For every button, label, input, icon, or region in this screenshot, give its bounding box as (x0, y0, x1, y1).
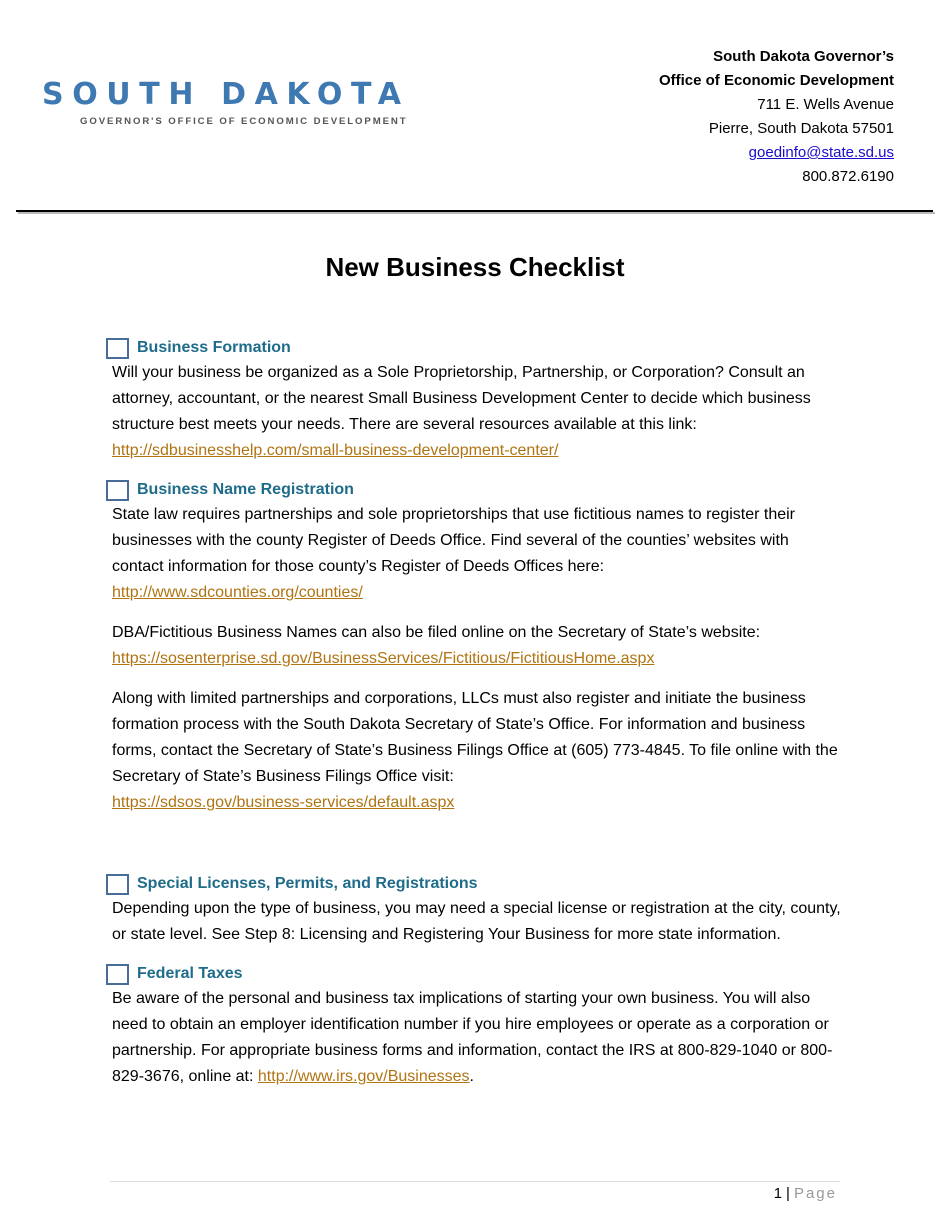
sbdc-link[interactable]: http://sdbusinesshelp.com/small-business-development-center/ (112, 442, 559, 459)
checkbox[interactable] (106, 964, 129, 985)
checkbox[interactable] (106, 480, 129, 501)
page-footer (774, 1185, 837, 1202)
goed-logo (42, 78, 462, 127)
sdcounties-link[interactable]: http://www.sdcounties.org/counties/ (112, 584, 363, 601)
address-city: Pierre, South Dakota 57501 (708, 120, 894, 137)
section-heading: Federal Taxes (137, 965, 243, 982)
section-body (112, 502, 842, 606)
section-body (112, 620, 842, 672)
section-body (112, 896, 842, 948)
body-text: Will your business be organized as a Sole Proprietorship, Partnership, or Corporation? Consult an attorney, accountant, or the nearest Small Business Development Center to decide which business structure best meets your needs. There are several resources available at this link: (112, 364, 811, 433)
body-text: Be aware of the personal and business tax implications of starting your own business. You will also need to obtain an employer identification number if you hire employees or operate as a corporation or partnership. For appropriate business forms and information, contact the IRS at 800-829-1040 or 800-829-3676, online at: (112, 990, 833, 1085)
checklist-item-business-name-registration (112, 478, 842, 816)
address-phone: 800.872.6190 (802, 168, 894, 185)
section-body (112, 360, 842, 464)
body-text: DBA/Fictitious Business Names can also be filed online on the Secretary of State’s website: (112, 624, 761, 641)
checklist-item-business-formation (112, 336, 842, 464)
fictitious-names-link[interactable]: https://sosenterprise.sd.gov/BusinessServices/Fictitious/FictitiousHome.aspx (112, 650, 655, 667)
logo-subtitle: GOVERNOR'S OFFICE OF ECONOMIC DEVELOPMENT (80, 116, 408, 127)
irs-link[interactable]: http://www.irs.gov/Businesses (257, 1068, 470, 1085)
section-body (112, 986, 842, 1090)
email-link[interactable]: goedinfo@state.sd.us (748, 144, 894, 161)
checkbox[interactable] (106, 338, 129, 359)
body-text: State law requires partnerships and sole proprietorships that use fictitious names to register their businesses with the county Register of Deeds Office. Find several of the counties’ websites with contact information for those county’s Register of Deeds Offices here: (112, 506, 796, 575)
body-text: Depending upon the type of business, you may need a special license or registration at the city, county, or state level. See Step 8: Licensing and Registering Your Business for more state information. (112, 900, 841, 943)
sdsos-link[interactable]: https://sdsos.gov/business-services/default.aspx (112, 794, 455, 811)
body-text: Along with limited partnerships and corporations, LLCs must also register and initiate the business formation process with the South Dakota Secretary of State’s Office. For information and business forms, contact the Secretary of State’s Business Filings Office at (605) 773-4845. To file online with the Secretary of State’s Business Filings Office visit: (112, 690, 838, 785)
header-divider-shadow (18, 212, 935, 214)
section-body (112, 686, 842, 816)
address-org-line2: Office of Economic Development (658, 72, 894, 89)
page-label: Page (793, 1185, 837, 1202)
page-title: New Business Checklist (325, 252, 625, 282)
checklist-item-federal-taxes (112, 962, 842, 1090)
footer-separator: | (786, 1185, 790, 1202)
body-text: . (469, 1068, 474, 1085)
page-number: 1 (773, 1185, 783, 1202)
section-heading: Special Licenses, Permits, and Registrations (137, 875, 478, 892)
checklist-item-special-licenses (112, 872, 842, 948)
office-address (659, 45, 894, 189)
section-heading: Business Formation (137, 339, 291, 356)
address-street: 711 E. Wells Avenue (757, 96, 894, 113)
footer-divider (110, 1181, 840, 1182)
section-heading: Business Name Registration (137, 481, 354, 498)
checklist (112, 336, 842, 1104)
address-org-line1: South Dakota Governor’s (713, 48, 894, 65)
logo-wordmark: SOUTH DAKOTA (42, 77, 410, 112)
checkbox[interactable] (106, 874, 129, 895)
